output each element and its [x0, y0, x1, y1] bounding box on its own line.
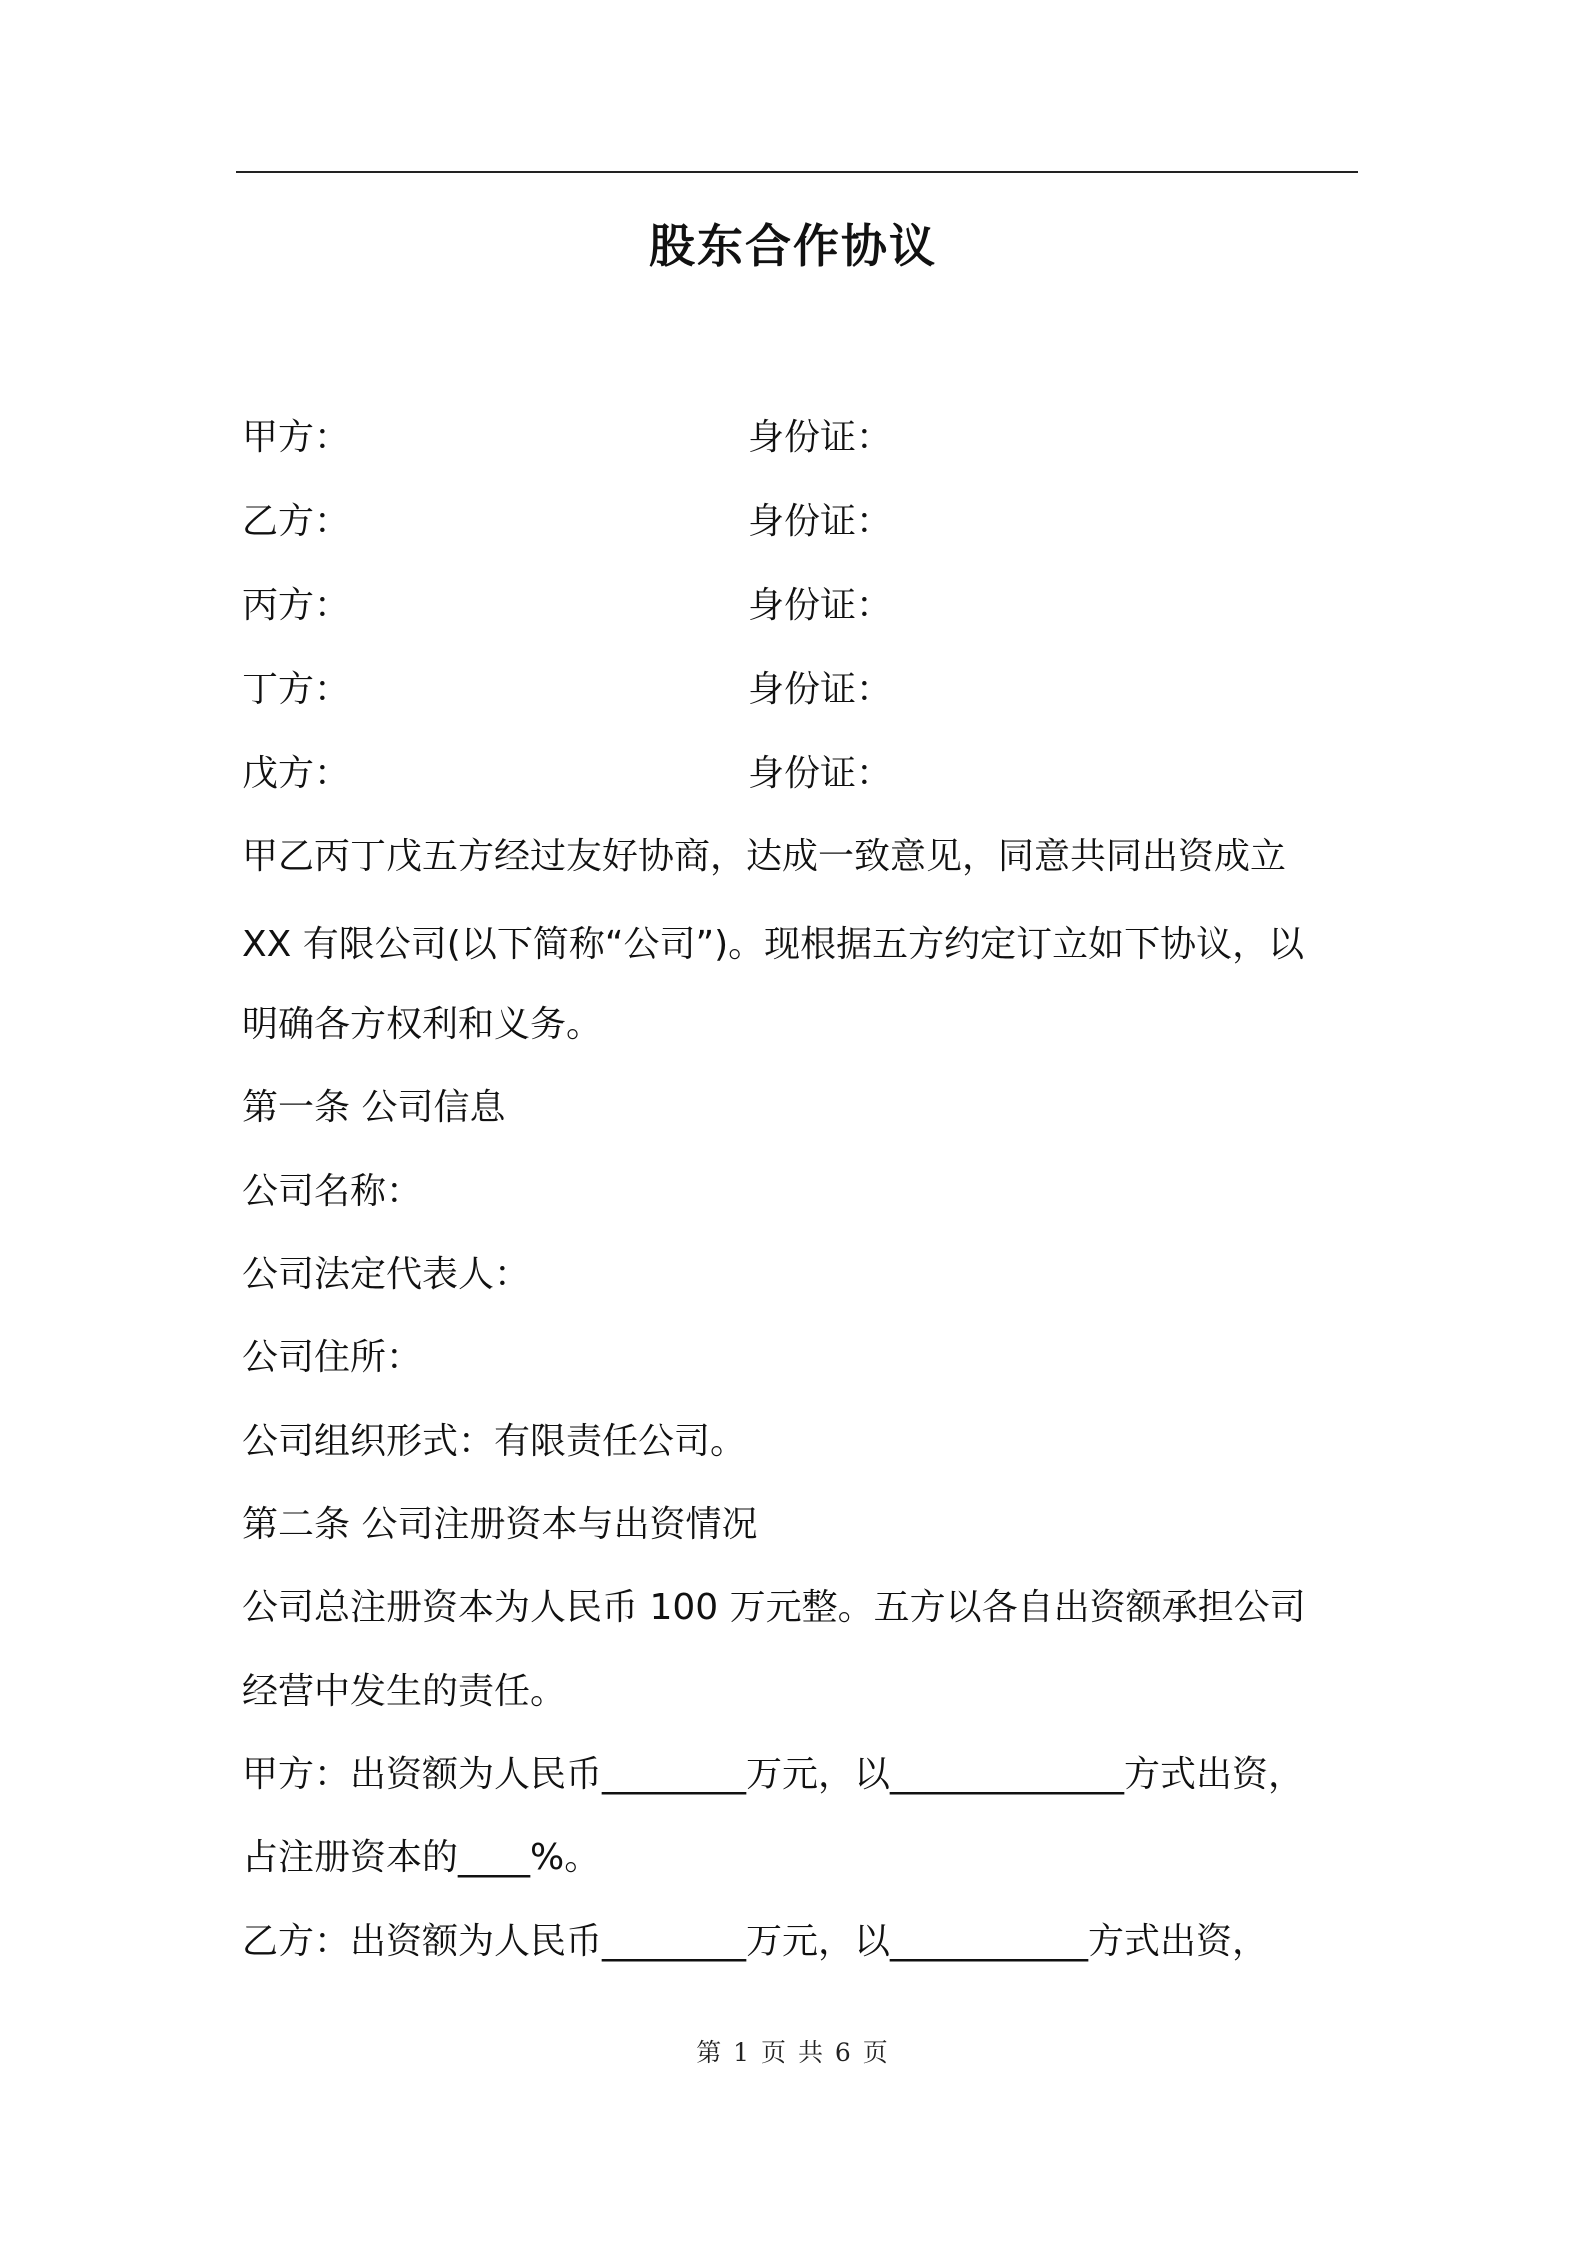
party-name: 丁方： — [242, 669, 351, 710]
party-name: 戊方： — [242, 753, 351, 794]
party-row — [242, 744, 1362, 804]
section-heading: 第一条 公司信息 — [242, 1087, 506, 1128]
party-row — [242, 576, 1362, 636]
party-id-label: 身份证： — [748, 669, 893, 710]
body-text-line: 公司名称： — [242, 1171, 423, 1212]
body-text-line: 明确各方权利和义务。 — [242, 1004, 603, 1045]
body-text-line: 公司总注册资本为人民币 100 万元整。五方以各自出资额承担公司 — [242, 1587, 1306, 1628]
party-name: 丙方： — [242, 585, 351, 626]
body-text-line: 公司组织形式：有限责任公司。 — [242, 1421, 747, 1462]
header-rule — [236, 171, 1358, 173]
body-text-line: 公司法定代表人： — [242, 1254, 531, 1295]
body-text-line: 经营中发生的责任。 — [242, 1671, 567, 1712]
party-name: 甲方： — [242, 417, 351, 458]
party-row — [242, 492, 1362, 552]
party-id-label: 身份证： — [748, 753, 893, 794]
body-text-line: XX 有限公司(以下简称“公司”)。现根据五方约定订立如下协议，以 — [242, 924, 1305, 965]
body-text-line: 占注册资本的____%。 — [242, 1837, 601, 1878]
body-text-line: 甲方：出资额为人民币________万元，以_____________方式出资， — [242, 1754, 1305, 1795]
party-id-label: 身份证： — [748, 585, 893, 626]
party-id-label: 身份证： — [748, 501, 893, 542]
body-text-line: 甲乙丙丁戊五方经过友好协商，达成一致意见，同意共同出资成立 — [242, 836, 1287, 877]
party-id-label: 身份证： — [748, 417, 893, 458]
body-text-line: 乙方：出资额为人民币________万元，以___________方式出资， — [242, 1921, 1269, 1962]
document-title: 股东合作协议 — [649, 219, 937, 273]
party-row — [242, 660, 1362, 720]
body-text-line: 公司住所： — [242, 1337, 423, 1378]
page-number-footer: 第 1 页 共 6 页 — [696, 2038, 890, 2067]
party-row — [242, 408, 1362, 468]
party-name: 乙方： — [242, 501, 351, 542]
section-heading: 第二条 公司注册资本与出资情况 — [242, 1504, 758, 1545]
